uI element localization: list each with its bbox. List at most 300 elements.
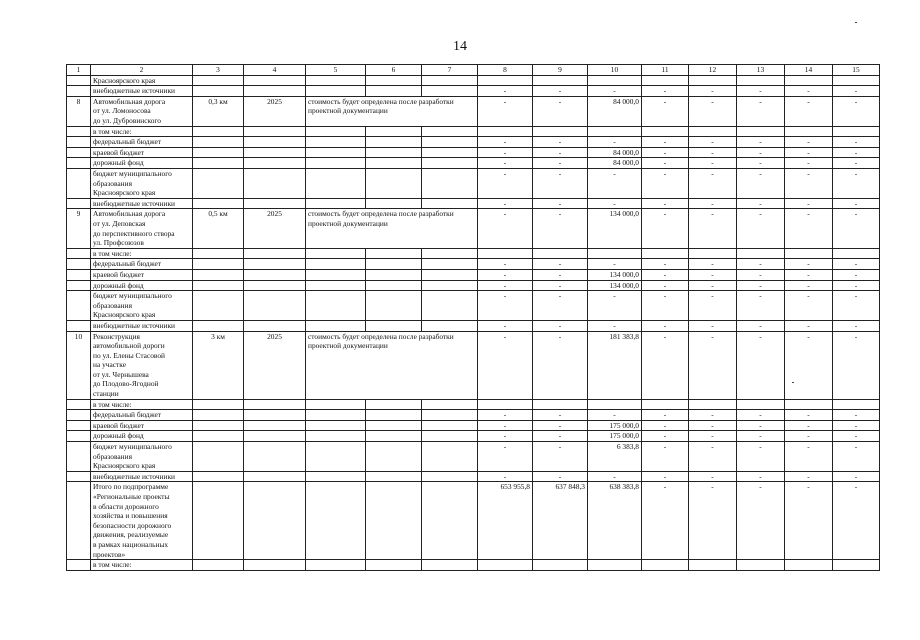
table-cell: - bbox=[737, 86, 785, 97]
table-cell bbox=[244, 442, 306, 472]
table-cell bbox=[244, 137, 306, 148]
table-cell bbox=[306, 280, 366, 291]
table-cell: - bbox=[588, 471, 642, 482]
table-cell bbox=[244, 399, 306, 410]
table-cell: - bbox=[642, 420, 689, 431]
table-cell: - bbox=[642, 209, 689, 248]
table-cell: - bbox=[478, 158, 533, 169]
table-row bbox=[67, 291, 880, 321]
table-cell bbox=[244, 259, 306, 270]
table-cell: - bbox=[533, 158, 588, 169]
table-cell: - bbox=[737, 442, 785, 472]
table-cell bbox=[422, 137, 478, 148]
table-cell bbox=[422, 158, 478, 169]
table-cell bbox=[366, 198, 422, 209]
table-cell: - bbox=[533, 320, 588, 331]
table-cell: - bbox=[785, 209, 833, 248]
table-cell bbox=[422, 431, 478, 442]
table-cell: - bbox=[642, 331, 689, 399]
table-cell: - bbox=[588, 137, 642, 148]
row-number-cell bbox=[67, 442, 91, 472]
scan-speck bbox=[855, 22, 857, 23]
table-cell: - bbox=[533, 442, 588, 472]
table-cell bbox=[306, 137, 366, 148]
table-cell: - bbox=[478, 331, 533, 399]
item-name-cell: федеральный бюджет bbox=[91, 410, 193, 421]
table-row bbox=[67, 442, 880, 472]
table-row bbox=[67, 399, 880, 410]
table-cell bbox=[689, 75, 737, 86]
table-cell: - bbox=[478, 442, 533, 472]
column-number-cell: 6 bbox=[366, 65, 422, 76]
table-cell bbox=[193, 420, 244, 431]
column-number-cell: 13 bbox=[737, 65, 785, 76]
table-cell: - bbox=[785, 331, 833, 399]
table-cell: - bbox=[689, 168, 737, 198]
table-cell bbox=[193, 431, 244, 442]
column-number-cell: 2 bbox=[91, 65, 193, 76]
table-cell: - bbox=[833, 137, 880, 148]
table-cell: стоимость будет определена после разработки проектной документации bbox=[306, 96, 478, 126]
table-cell bbox=[244, 158, 306, 169]
table-cell bbox=[422, 269, 478, 280]
table-cell: - bbox=[737, 158, 785, 169]
table-cell bbox=[306, 291, 366, 321]
table-cell bbox=[193, 320, 244, 331]
table-cell bbox=[193, 75, 244, 86]
table-cell bbox=[478, 560, 533, 571]
table-cell: - bbox=[833, 320, 880, 331]
table-cell: - bbox=[737, 198, 785, 209]
table-cell bbox=[306, 168, 366, 198]
table-cell bbox=[785, 248, 833, 259]
table-cell: - bbox=[533, 331, 588, 399]
item-name-cell: дорожный фонд bbox=[91, 280, 193, 291]
table-cell bbox=[366, 420, 422, 431]
table-cell: 175 000,0 bbox=[588, 420, 642, 431]
table-cell: - bbox=[737, 96, 785, 126]
table-cell bbox=[588, 399, 642, 410]
table-row bbox=[67, 158, 880, 169]
table-row bbox=[67, 320, 880, 331]
table-cell: - bbox=[478, 410, 533, 421]
table-cell: - bbox=[642, 96, 689, 126]
table-cell bbox=[366, 259, 422, 270]
row-number-cell: 8 bbox=[67, 96, 91, 126]
table-cell: - bbox=[785, 420, 833, 431]
table-cell bbox=[306, 410, 366, 421]
item-name-cell: внебюджетные источники bbox=[91, 198, 193, 209]
table-cell bbox=[366, 269, 422, 280]
table-row bbox=[67, 331, 880, 399]
row-number-cell bbox=[67, 399, 91, 410]
table-cell bbox=[533, 248, 588, 259]
table-cell bbox=[737, 399, 785, 410]
table-cell: - bbox=[642, 137, 689, 148]
row-number-cell bbox=[67, 471, 91, 482]
table-cell bbox=[422, 126, 478, 137]
table-row bbox=[67, 560, 880, 571]
scan-speck bbox=[792, 382, 794, 383]
table-cell: - bbox=[642, 482, 689, 560]
column-number-cell: 10 bbox=[588, 65, 642, 76]
table-cell bbox=[422, 442, 478, 472]
table-cell: - bbox=[689, 431, 737, 442]
table-cell bbox=[193, 410, 244, 421]
table-cell: - bbox=[689, 280, 737, 291]
table-cell: - bbox=[737, 168, 785, 198]
table-cell: - bbox=[785, 280, 833, 291]
table-cell bbox=[422, 86, 478, 97]
table-cell: - bbox=[689, 320, 737, 331]
table-cell: - bbox=[689, 147, 737, 158]
column-number-cell: 14 bbox=[785, 65, 833, 76]
item-name-cell: Автомобильная дорога от ул. Деповская до перспективного створа ул. Профсоюзов bbox=[91, 209, 193, 248]
table-cell bbox=[422, 248, 478, 259]
table-cell: - bbox=[689, 269, 737, 280]
table-cell: - bbox=[833, 442, 880, 472]
table-cell bbox=[244, 320, 306, 331]
table-cell bbox=[366, 86, 422, 97]
table-cell: - bbox=[689, 209, 737, 248]
table-cell bbox=[422, 168, 478, 198]
table-cell: - bbox=[533, 280, 588, 291]
table-cell: - bbox=[478, 291, 533, 321]
table-cell: - bbox=[737, 471, 785, 482]
table-cell: 84 000,0 bbox=[588, 158, 642, 169]
table-cell bbox=[244, 420, 306, 431]
table-cell bbox=[785, 560, 833, 571]
table-cell bbox=[689, 126, 737, 137]
table-cell bbox=[244, 482, 306, 560]
table-cell bbox=[306, 269, 366, 280]
table-cell bbox=[306, 126, 366, 137]
table-cell bbox=[306, 431, 366, 442]
table-cell bbox=[193, 137, 244, 148]
row-number-cell bbox=[67, 291, 91, 321]
table-cell: - bbox=[737, 291, 785, 321]
table-cell bbox=[422, 198, 478, 209]
table-cell: - bbox=[785, 431, 833, 442]
table-cell: - bbox=[478, 209, 533, 248]
table-cell: - bbox=[478, 137, 533, 148]
item-name-cell: федеральный бюджет bbox=[91, 137, 193, 148]
table-row bbox=[67, 471, 880, 482]
table-cell bbox=[306, 560, 366, 571]
table-cell: - bbox=[785, 471, 833, 482]
item-name-cell: внебюджетные источники bbox=[91, 320, 193, 331]
table-cell bbox=[737, 126, 785, 137]
table-cell bbox=[642, 399, 689, 410]
table-cell: - bbox=[833, 269, 880, 280]
table-cell: - bbox=[737, 209, 785, 248]
table-cell: - bbox=[833, 198, 880, 209]
item-name-cell: краевой бюджет bbox=[91, 269, 193, 280]
table-cell bbox=[422, 471, 478, 482]
table-cell bbox=[193, 126, 244, 137]
column-number-cell: 1 bbox=[67, 65, 91, 76]
table-cell bbox=[737, 248, 785, 259]
table-row bbox=[67, 280, 880, 291]
table-cell: - bbox=[785, 168, 833, 198]
table-cell bbox=[306, 482, 366, 560]
table-cell bbox=[244, 471, 306, 482]
table-cell: - bbox=[785, 442, 833, 472]
table-cell: - bbox=[833, 96, 880, 126]
table-cell bbox=[422, 399, 478, 410]
table-cell: - bbox=[785, 147, 833, 158]
table-cell: - bbox=[689, 291, 737, 321]
table-cell: - bbox=[737, 410, 785, 421]
row-number-cell bbox=[67, 320, 91, 331]
table-cell: - bbox=[785, 158, 833, 169]
table-cell bbox=[366, 137, 422, 148]
table-cell bbox=[306, 320, 366, 331]
table-cell: 653 955,8 bbox=[478, 482, 533, 560]
table-cell bbox=[193, 168, 244, 198]
item-name-cell: краевой бюджет bbox=[91, 420, 193, 431]
table-cell: - bbox=[478, 280, 533, 291]
table-cell bbox=[366, 291, 422, 321]
row-number-cell bbox=[67, 168, 91, 198]
table-cell bbox=[366, 126, 422, 137]
table-cell bbox=[193, 471, 244, 482]
table-cell: - bbox=[478, 147, 533, 158]
column-number-cell: 7 bbox=[422, 65, 478, 76]
item-name-cell: дорожный фонд bbox=[91, 431, 193, 442]
table-row bbox=[67, 96, 880, 126]
row-number-cell bbox=[67, 75, 91, 86]
table-cell bbox=[306, 198, 366, 209]
table-cell bbox=[306, 471, 366, 482]
table-cell: - bbox=[689, 410, 737, 421]
item-name-cell: бюджет муниципального образования Красноярского края bbox=[91, 168, 193, 198]
table-cell bbox=[642, 248, 689, 259]
table-cell: - bbox=[785, 291, 833, 321]
table-cell: - bbox=[689, 331, 737, 399]
table-cell: - bbox=[533, 86, 588, 97]
table-row bbox=[67, 75, 880, 86]
table-cell: - bbox=[737, 280, 785, 291]
table-cell bbox=[366, 560, 422, 571]
table-cell: - bbox=[833, 209, 880, 248]
table-cell bbox=[193, 399, 244, 410]
table-cell: - bbox=[689, 259, 737, 270]
item-name-cell: краевой бюджет bbox=[91, 147, 193, 158]
table-cell bbox=[306, 147, 366, 158]
table-cell: - bbox=[533, 96, 588, 126]
table-cell bbox=[422, 420, 478, 431]
table-cell: - bbox=[737, 137, 785, 148]
table-cell: - bbox=[737, 320, 785, 331]
table-cell bbox=[478, 75, 533, 86]
table-cell bbox=[244, 291, 306, 321]
table-cell: - bbox=[533, 420, 588, 431]
table-cell bbox=[422, 291, 478, 321]
item-name-cell: бюджет муниципального образования Красноярского края bbox=[91, 442, 193, 472]
table-cell: 84 000,0 bbox=[588, 96, 642, 126]
table-cell: - bbox=[533, 291, 588, 321]
table-cell bbox=[193, 86, 244, 97]
row-number-cell bbox=[67, 431, 91, 442]
table-cell bbox=[422, 259, 478, 270]
table-cell: - bbox=[833, 168, 880, 198]
table-cell: - bbox=[588, 410, 642, 421]
row-number-cell: 10 bbox=[67, 331, 91, 399]
table-cell: - bbox=[785, 86, 833, 97]
table-row bbox=[67, 482, 880, 560]
table-cell bbox=[193, 482, 244, 560]
table-cell: - bbox=[642, 269, 689, 280]
row-number-cell bbox=[67, 410, 91, 421]
table-cell: 181 383,8 bbox=[588, 331, 642, 399]
table-row bbox=[67, 420, 880, 431]
table-cell: - bbox=[785, 269, 833, 280]
table-cell: - bbox=[737, 331, 785, 399]
item-name-cell: в том числе: bbox=[91, 560, 193, 571]
table-cell: - bbox=[785, 410, 833, 421]
table-cell bbox=[737, 560, 785, 571]
table-cell bbox=[306, 442, 366, 472]
table-cell: - bbox=[588, 320, 642, 331]
row-number-cell bbox=[67, 560, 91, 571]
table-body bbox=[67, 65, 880, 571]
table-cell: 134 000,0 bbox=[588, 280, 642, 291]
table-cell: - bbox=[478, 259, 533, 270]
table-cell: - bbox=[737, 482, 785, 560]
table-cell bbox=[588, 126, 642, 137]
table-cell bbox=[833, 248, 880, 259]
budget-table bbox=[66, 64, 880, 571]
item-name-cell: в том числе: bbox=[91, 399, 193, 410]
table-cell: - bbox=[478, 168, 533, 198]
table-cell: - bbox=[689, 137, 737, 148]
table-cell bbox=[306, 259, 366, 270]
table-cell: - bbox=[689, 442, 737, 472]
table-cell: - bbox=[833, 410, 880, 421]
item-name-cell: бюджет муниципального образования Красноярского края bbox=[91, 291, 193, 321]
table-cell bbox=[689, 248, 737, 259]
table-cell bbox=[306, 420, 366, 431]
table-cell bbox=[689, 399, 737, 410]
table-cell bbox=[689, 560, 737, 571]
table-row bbox=[67, 198, 880, 209]
table-cell bbox=[193, 560, 244, 571]
row-number-cell bbox=[67, 482, 91, 560]
table-cell: - bbox=[588, 168, 642, 198]
row-number-cell bbox=[67, 86, 91, 97]
table-cell bbox=[737, 75, 785, 86]
table-cell: 84 000,0 bbox=[588, 147, 642, 158]
table-cell bbox=[833, 126, 880, 137]
table-cell: - bbox=[533, 137, 588, 148]
table-cell: - bbox=[642, 442, 689, 472]
table-cell bbox=[244, 147, 306, 158]
table-cell bbox=[193, 248, 244, 259]
table-cell: - bbox=[833, 331, 880, 399]
table-row bbox=[67, 168, 880, 198]
table-cell: 3 км bbox=[193, 331, 244, 399]
table-cell: - bbox=[785, 137, 833, 148]
table-cell: - bbox=[785, 320, 833, 331]
column-number-cell: 9 bbox=[533, 65, 588, 76]
row-number-cell bbox=[67, 158, 91, 169]
table-row bbox=[67, 126, 880, 137]
table-cell bbox=[193, 198, 244, 209]
table-cell: - bbox=[478, 320, 533, 331]
table-row bbox=[67, 259, 880, 270]
table-cell bbox=[422, 410, 478, 421]
table-cell: - bbox=[833, 431, 880, 442]
table-cell: - bbox=[533, 269, 588, 280]
table-cell bbox=[422, 560, 478, 571]
table-cell: - bbox=[588, 198, 642, 209]
table-cell: - bbox=[785, 198, 833, 209]
table-cell: - bbox=[833, 86, 880, 97]
table-cell bbox=[244, 75, 306, 86]
table-cell: - bbox=[478, 431, 533, 442]
table-row bbox=[67, 147, 880, 158]
table-cell: - bbox=[642, 471, 689, 482]
table-cell: - bbox=[533, 410, 588, 421]
table-cell: - bbox=[533, 471, 588, 482]
table-cell bbox=[193, 269, 244, 280]
table-cell bbox=[478, 248, 533, 259]
table-cell: - bbox=[833, 471, 880, 482]
column-number-cell: 3 bbox=[193, 65, 244, 76]
table-cell: - bbox=[737, 269, 785, 280]
table-cell bbox=[533, 399, 588, 410]
row-number-cell bbox=[67, 248, 91, 259]
table-row bbox=[67, 269, 880, 280]
item-name-cell: внебюджетные источники bbox=[91, 86, 193, 97]
table-cell: стоимость будет определена после разработки проектной документации bbox=[306, 331, 478, 399]
table-cell bbox=[306, 75, 366, 86]
table-cell bbox=[193, 158, 244, 169]
table-cell: - bbox=[588, 86, 642, 97]
item-name-cell: Красноярского края bbox=[91, 75, 193, 86]
table-cell bbox=[366, 147, 422, 158]
table-row bbox=[67, 209, 880, 248]
item-name-cell: дорожный фонд bbox=[91, 158, 193, 169]
table-cell bbox=[366, 431, 422, 442]
table-row bbox=[67, 86, 880, 97]
table-cell bbox=[193, 147, 244, 158]
row-number-cell bbox=[67, 126, 91, 137]
table-cell bbox=[366, 158, 422, 169]
table-cell bbox=[244, 269, 306, 280]
table-cell: - bbox=[642, 147, 689, 158]
table-cell: - bbox=[737, 259, 785, 270]
table-cell bbox=[366, 75, 422, 86]
table-cell bbox=[785, 126, 833, 137]
table-cell: - bbox=[833, 482, 880, 560]
table-cell bbox=[642, 126, 689, 137]
item-name-cell: федеральный бюджет bbox=[91, 259, 193, 270]
table-cell bbox=[244, 198, 306, 209]
table-cell: - bbox=[478, 96, 533, 126]
table-cell: - bbox=[642, 410, 689, 421]
table-cell bbox=[366, 168, 422, 198]
table-cell bbox=[244, 280, 306, 291]
table-cell bbox=[533, 126, 588, 137]
table-cell bbox=[422, 280, 478, 291]
table-cell: - bbox=[785, 259, 833, 270]
item-name-cell: Реконструкция автомобильной дороги по ул. Елены Стасовой на участке от ул. Чернышева до Плодово-Ягодной станции bbox=[91, 331, 193, 399]
column-number-cell: 15 bbox=[833, 65, 880, 76]
table-cell bbox=[306, 86, 366, 97]
table-cell bbox=[306, 158, 366, 169]
